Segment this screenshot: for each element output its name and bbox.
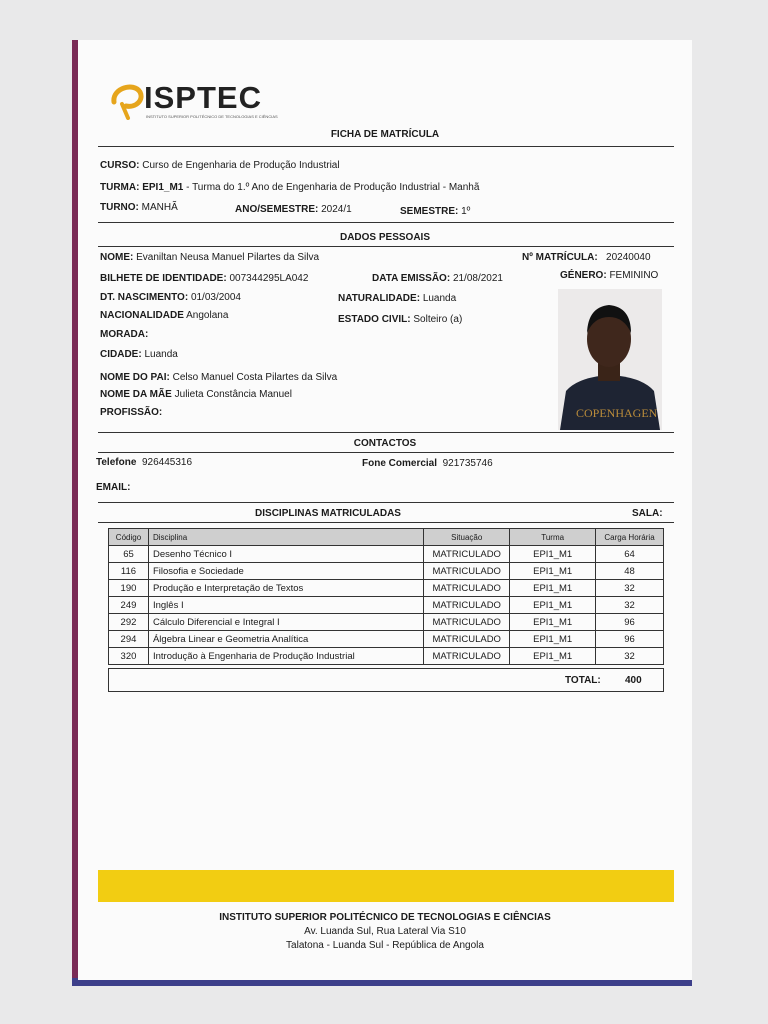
footer-location: Talatona - Luanda Sul - República de Angola <box>286 940 484 951</box>
footer-institution: INSTITUTO SUPERIOR POLITÉCNICO DE TECNOLOGIAS E CIÊNCIAS <box>219 912 551 923</box>
ano-semestre-label: ANO/SEMESTRE: <box>235 204 319 215</box>
turma-row <box>100 182 479 193</box>
pai-value: Celso Manuel Costa Pilartes da Silva <box>172 372 338 383</box>
total-label: TOTAL: <box>565 675 601 686</box>
cell-discipline: Produção e Interpretação de Textos <box>148 580 423 597</box>
curso-row <box>100 160 340 171</box>
cell-discipline: Cálculo Diferencial e Integral I <box>148 614 423 631</box>
morada-label: MORADA: <box>100 329 149 340</box>
cidade-label: CIDADE: <box>100 349 142 360</box>
section-disciplinas: DISCIPLINAS MATRICULADAS <box>255 508 401 519</box>
email-label: EMAIL: <box>96 482 131 493</box>
cell-hours: 64 <box>596 546 664 563</box>
logo-mark-icon <box>108 80 148 120</box>
cell-status: MATRICULADO <box>424 580 510 597</box>
divider <box>98 146 674 147</box>
cell-turma: EPI1_M1 <box>510 597 596 614</box>
cell-code: 320 <box>109 648 149 665</box>
semestre-row <box>400 206 470 217</box>
divider <box>98 522 674 523</box>
bi-label: BILHETE DE IDENTIDADE: <box>100 273 227 284</box>
matricula-label: Nº MATRÍCULA: <box>522 252 598 263</box>
table-header-row <box>109 529 664 546</box>
cell-turma: EPI1_M1 <box>510 614 596 631</box>
section-contactos: CONTACTOS <box>353 438 417 449</box>
cell-status: MATRICULADO <box>424 614 510 631</box>
cell-hours: 32 <box>596 580 664 597</box>
curso-value: Curso de Engenharia de Produção Industrial <box>142 160 340 171</box>
col-header-turma: Turma <box>510 529 596 546</box>
table-row <box>109 546 664 563</box>
cell-status: MATRICULADO <box>424 648 510 665</box>
disciplines-table <box>108 528 664 665</box>
naturalidade-label: NATURALIDADE: <box>338 293 421 304</box>
divider <box>98 452 674 453</box>
nascimento-value: 01/03/2004 <box>190 292 241 303</box>
logo-text: ISPTEC <box>144 80 262 115</box>
cell-discipline: Desenho Técnico I <box>148 546 423 563</box>
genero-value: FEMININO <box>609 270 659 281</box>
footer-accent-bar <box>98 870 674 902</box>
cell-code: 190 <box>109 580 149 597</box>
estado-civil-value: Solteiro (a) <box>413 314 463 325</box>
isptec-logo <box>108 80 278 122</box>
sala-label: SALA: <box>632 508 663 519</box>
turma-code: EPI1_M1 <box>142 182 184 193</box>
col-header-situacao: Situação <box>424 529 510 546</box>
col-header-carga: Carga Horária <box>596 529 664 546</box>
cell-turma: EPI1_M1 <box>510 563 596 580</box>
cell-code: 294 <box>109 631 149 648</box>
cell-turma: EPI1_M1 <box>510 631 596 648</box>
mae-row <box>100 389 292 400</box>
divider <box>98 502 674 503</box>
section-dados-pessoais: DADOS PESSOAIS <box>339 232 431 243</box>
nacionalidade-value: Angolana <box>186 310 229 321</box>
mae-label: NOME DA MÃE <box>100 389 172 400</box>
cidade-value: Luanda <box>144 349 178 360</box>
cell-code: 65 <box>109 546 149 563</box>
ano-semestre-row <box>235 204 352 215</box>
cell-discipline: Álgebra Linear e Geometria Analítica <box>148 631 423 648</box>
bi-row <box>100 273 308 284</box>
mae-value: Julieta Constância Manuel <box>174 389 292 400</box>
table-row <box>109 614 664 631</box>
document-title: FICHA DE MATRÍCULA <box>330 129 440 140</box>
nascimento-label: DT. NASCIMENTO: <box>100 292 189 303</box>
cidade-row <box>100 349 178 360</box>
table-row <box>109 597 664 614</box>
telefone-label: Telefone <box>96 457 137 468</box>
portrait-image <box>558 289 662 430</box>
nome-value: Evaniltan Neusa Manuel Pilartes da Silva <box>136 252 320 263</box>
matricula-row <box>522 252 651 263</box>
fone-comercial-row <box>362 458 493 469</box>
turma-label: TURMA: <box>100 182 140 193</box>
cell-hours: 96 <box>596 614 664 631</box>
document-sheet <box>78 40 692 980</box>
cell-status: MATRICULADO <box>424 631 510 648</box>
cell-discipline: Introdução à Engenharia de Produção Industrial <box>148 648 423 665</box>
emissao-value: 21/08/2021 <box>452 273 503 284</box>
naturalidade-row <box>338 293 456 304</box>
turma-value: - Turma do 1.º Ano de Engenharia de Produção Industrial - Manhã <box>183 182 480 193</box>
table-row <box>109 631 664 648</box>
morada-row <box>100 329 148 340</box>
nome-label: NOME: <box>100 252 134 263</box>
fone-comercial-value: 921735746 <box>442 458 493 469</box>
cell-discipline: Filosofia e Sociedade <box>148 563 423 580</box>
student-photo <box>558 289 662 430</box>
col-header-codigo: Código <box>109 529 149 546</box>
estado-civil-label: ESTADO CIVIL: <box>338 314 411 325</box>
cell-status: MATRICULADO <box>424 546 510 563</box>
logo-subtitle: INSTITUTO SUPERIOR POLITÉCNICO DE TECNOLOGIAS E CIÊNCIAS <box>146 114 278 119</box>
semestre-label: SEMESTRE: <box>400 206 459 217</box>
cell-turma: EPI1_M1 <box>510 648 596 665</box>
nascimento-row <box>100 292 241 303</box>
turno-value: MANHÃ <box>141 202 178 213</box>
cell-hours: 32 <box>596 597 664 614</box>
genero-label: GÉNERO: <box>560 270 607 281</box>
cell-turma: EPI1_M1 <box>510 546 596 563</box>
email-row <box>96 482 130 493</box>
cell-turma: EPI1_M1 <box>510 580 596 597</box>
naturalidade-value: Luanda <box>422 293 457 304</box>
total-value: 400 <box>625 675 642 686</box>
cell-code: 116 <box>109 563 149 580</box>
emissao-label: DATA EMISSÃO: <box>372 273 451 284</box>
total-row <box>108 668 664 692</box>
svg-text:COPENHAGEN: COPENHAGEN <box>576 406 658 420</box>
fone-comercial-label: Fone Comercial <box>362 458 438 469</box>
turno-label: TURNO: <box>100 202 139 213</box>
col-header-disciplina: Disciplina <box>148 529 423 546</box>
divider <box>98 246 674 247</box>
table-row <box>109 563 664 580</box>
emissao-row <box>372 273 503 284</box>
cell-hours: 32 <box>596 648 664 665</box>
semestre-value: 1º <box>461 206 471 217</box>
profissao-label: PROFISSÃO: <box>100 407 163 418</box>
cell-hours: 48 <box>596 563 664 580</box>
pai-label: NOME DO PAI: <box>100 372 170 383</box>
matricula-value: 20240040 <box>606 252 651 263</box>
bi-value: 007344295LA042 <box>229 273 309 284</box>
turno-row <box>100 202 178 213</box>
cell-code: 249 <box>109 597 149 614</box>
cell-status: MATRICULADO <box>424 563 510 580</box>
telefone-value: 926445316 <box>141 457 193 468</box>
genero-row <box>560 270 658 281</box>
footer-address: Av. Luanda Sul, Rua Lateral Via S10 <box>304 926 466 937</box>
pai-row <box>100 372 337 383</box>
nacionalidade-row <box>100 310 228 321</box>
table-row <box>109 580 664 597</box>
cell-code: 292 <box>109 614 149 631</box>
telefone-row <box>96 457 192 468</box>
ano-semestre-value: 2024/1 <box>321 204 352 215</box>
cell-status: MATRICULADO <box>424 597 510 614</box>
cell-discipline: Inglês I <box>148 597 423 614</box>
profissao-row <box>100 407 162 418</box>
divider <box>98 432 674 433</box>
estado-civil-row <box>338 314 462 325</box>
curso-label: CURSO: <box>100 160 140 171</box>
nacionalidade-label: NACIONALIDADE <box>100 310 184 321</box>
cell-hours: 96 <box>596 631 664 648</box>
nome-row <box>100 252 319 263</box>
table-row <box>109 648 664 665</box>
divider <box>98 222 674 223</box>
